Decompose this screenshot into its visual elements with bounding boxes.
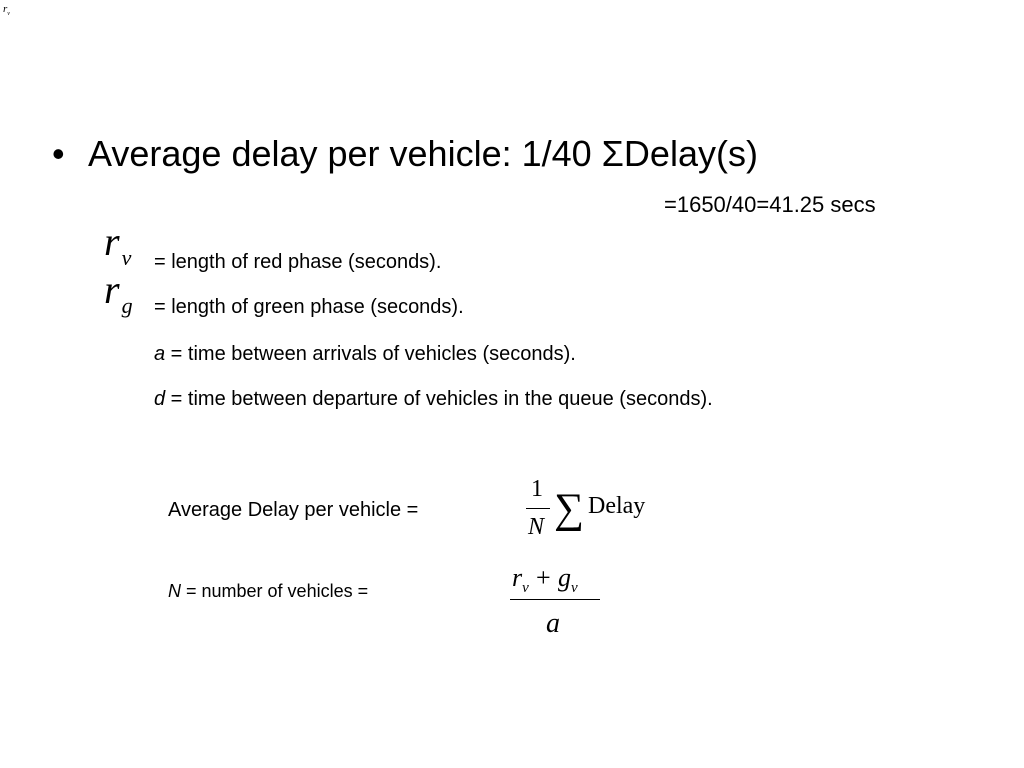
equation1-numerator: 1: [531, 476, 543, 502]
bullet-text: Average delay per vehicle: 1/40 ΣDelay(s): [88, 133, 758, 174]
equation2-label: [168, 578, 368, 604]
equation2-numerator: [512, 562, 578, 597]
equation2-var: N: [168, 581, 181, 601]
definition-a-text: = time between arrivals of vehicles (seconds).: [165, 343, 576, 365]
equation1-term: Delay: [588, 493, 646, 519]
equation2-plus: +: [536, 563, 551, 592]
definition-rv: = length of red phase (seconds).: [154, 251, 442, 273]
equation2-denominator: a: [546, 608, 560, 639]
equation2-fraction-bar: [510, 599, 600, 600]
bullet-average-delay: [52, 132, 758, 176]
equation2-num-r: r: [512, 563, 523, 592]
corner-symbol-sub: v: [7, 11, 10, 17]
symbol-rv: [104, 219, 132, 270]
equation2-num-r-sub: v: [522, 580, 529, 596]
equation1-sigma: ∑: [554, 486, 584, 532]
definition-d-var: d: [154, 388, 166, 410]
symbol-rg: [104, 267, 133, 318]
equation1-label: Average Delay per vehicle =: [168, 499, 419, 521]
equation2-formula: [508, 562, 608, 642]
corner-symbol-base: r: [3, 3, 8, 15]
equation1-formula: [524, 475, 654, 545]
symbol-rv-sub: v: [121, 245, 132, 270]
result-line: =1650/40=41.25 secs: [664, 192, 876, 217]
equation2-label-text: = number of vehicles =: [181, 581, 369, 601]
equation2-num-g: g: [557, 563, 571, 592]
definition-d-text: = time between departure of vehicles in the queue (seconds).: [165, 388, 713, 410]
symbol-rv-base: r: [104, 219, 120, 264]
definition-d: [154, 386, 713, 412]
symbol-rg-base: r: [104, 267, 120, 312]
symbol-rg-sub: g: [121, 293, 133, 318]
equation1-denominator: N: [528, 514, 545, 540]
equation1-fraction-bar: [526, 508, 550, 509]
bullet-dot: •: [52, 133, 65, 174]
definition-a-var: a: [154, 343, 166, 365]
corner-rv-symbol: [3, 4, 10, 15]
definition-rg: = length of green phase (seconds).: [154, 296, 464, 318]
equation2-num-g-sub: v: [570, 580, 578, 596]
definition-a: [154, 341, 576, 367]
